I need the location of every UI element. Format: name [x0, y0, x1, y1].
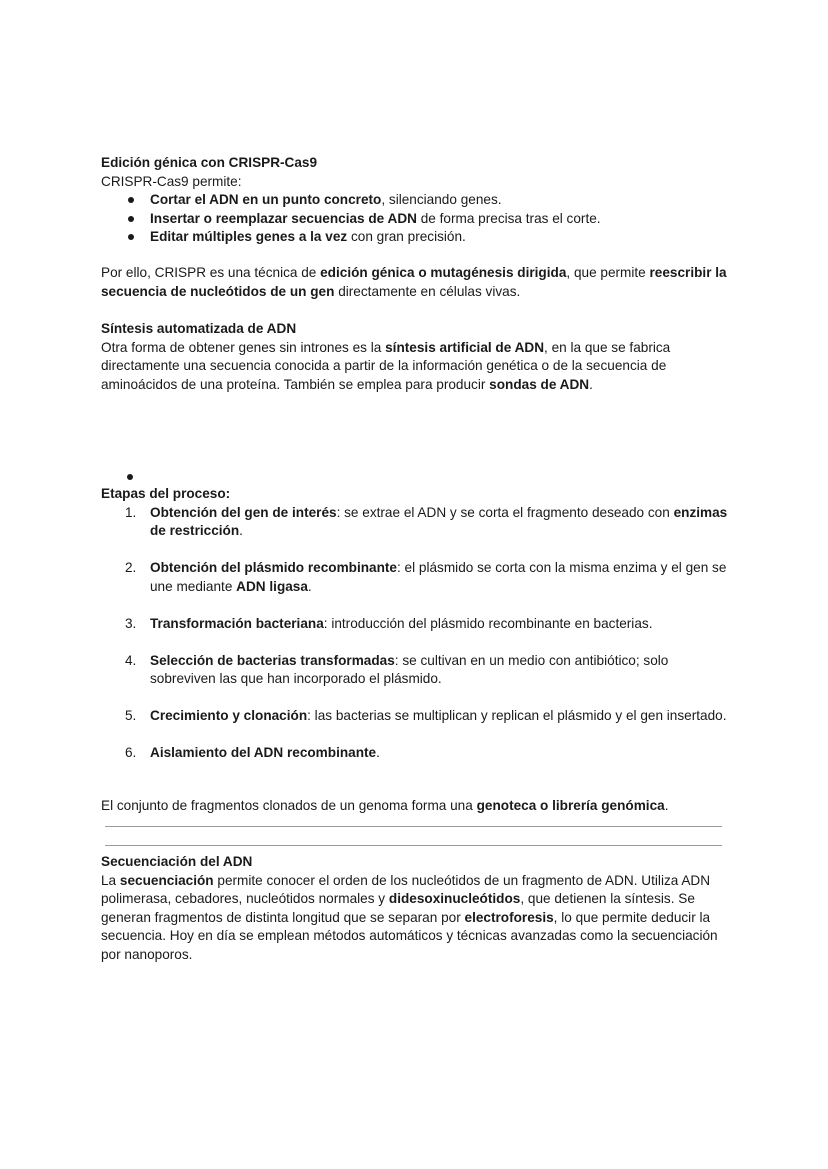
crispr-section: [101, 154, 731, 247]
secuenciacion-body: La secuenciación permite conocer el orden de los nucleótidos de un fragmento de ADN. Utiliza ADN polimerasa, cebadores, nucleótidos normales y didesoxinucleótidos, que detienen la síntesis. Se generan fragmentos de distinta longitud que se separan por electroforesis, lo que permite deducir la secuencia. Hoy en día se emplean métodos automáticos y técnicas avanzadas como la secuenciación por nanoporos.: [101, 872, 718, 962]
sintesis-section: [101, 320, 731, 394]
crispr-bullet-list: [101, 191, 731, 247]
list-item: Cortar el ADN en un punto concreto, silenciando genes.: [101, 191, 731, 210]
list-item: Editar múltiples genes a la vez con gran precisión.: [101, 228, 731, 247]
etapas-step-list: [101, 504, 731, 763]
list-item: 1. Obtención del gen de interés: se extrae el ADN y se corta el fragmento deseado con enzimas de restricción.: [125, 504, 728, 538]
crispr-intro: CRISPR-Cas9 permite:: [101, 173, 242, 189]
list-item: 3. Transformación bacteriana: introducción del plásmido recombinante en bacterias.: [125, 615, 653, 631]
secuenciacion-heading: Secuenciación del ADN: [101, 854, 253, 869]
list-item: Insertar o reemplazar secuencias de ADN de forma precisa tras el corte.: [101, 210, 731, 229]
divider: [105, 826, 722, 827]
etapas-heading: Etapas del proceso:: [101, 486, 231, 501]
list-item: 2. Obtención del plásmido recombinante: el plásmido se corta con la misma enzima y el gen se une mediante ADN ligasa.: [125, 560, 727, 594]
list-item: 4. Selección de bacterias transformadas: se cultivan en un medio con antibiótico; solo sobreviven las que han incorporado el plásmido.: [125, 652, 669, 686]
secuenciacion-section: [101, 853, 731, 964]
crispr-heading: Edición génica con CRISPR-Cas9: [101, 155, 318, 170]
sintesis-heading: Síntesis automatizada de ADN: [101, 321, 297, 336]
etapas-section: [101, 485, 731, 781]
list-item: 5. Crecimiento y clonación: las bacterias se multiplican y replican el plásmido y el gen insertado.: [125, 708, 727, 723]
divider: [105, 845, 722, 846]
list-item: 6. Aislamiento del ADN recombinante.: [125, 745, 380, 760]
crispr-summary: Por ello, CRISPR es una técnica de edición génica o mutagénesis dirigida, que permite reescribir la secuencia de nucleótidos de un gen directamente en células vivas.: [101, 265, 727, 299]
etapas-conclusion: El conjunto de fragmentos clonados de un genoma forma una genoteca o librería genómica.: [101, 798, 669, 813]
sintesis-body: Otra forma de obtener genes sin intrones es la síntesis artificial de ADN, en la que se fabrica directamente una secuencia conocida a partir de la información genética o de la secuencia de aminoácidos de una proteína. También se emplea para producir sondas de ADN.: [101, 339, 671, 392]
empty-bullet: [127, 474, 133, 480]
